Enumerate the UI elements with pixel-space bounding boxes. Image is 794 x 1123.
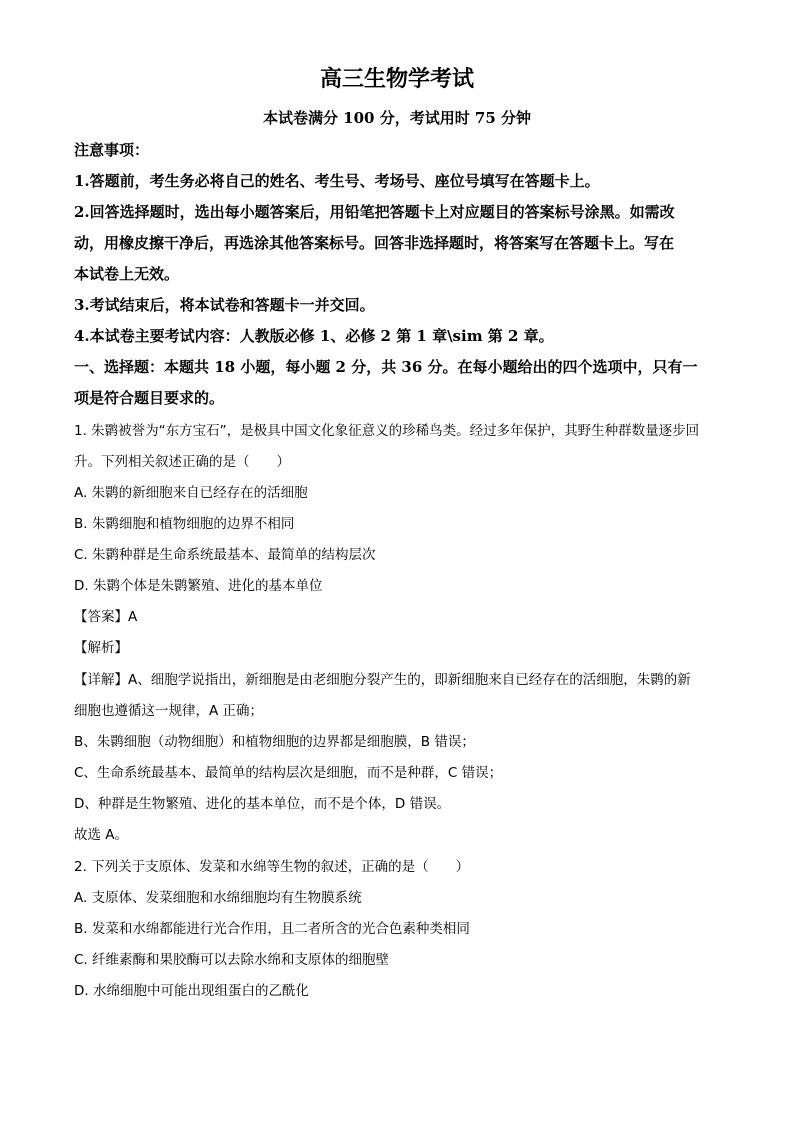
question-2-option-a: A. 支原体、发菜细胞和水绵细胞均有生物膜系统: [74, 890, 362, 906]
question-1-analysis-heading: 【解析】: [74, 640, 128, 656]
notice-item: 1.答题前，考生务必将自己的姓名、考生号、考场号、座位号填写在答题卡上。: [74, 172, 600, 190]
page-title: 高三生物学考试: [319, 66, 474, 92]
question-2-option-b: B. 发菜和水绵都能进行光合作用，且二者所含的光合色素种类相同: [74, 921, 470, 937]
question-1-detail: B、朱鹮细胞（动物细胞）和植物细胞的边界都是细胞膜，B 错误；: [74, 734, 475, 750]
question-1-detail: D、种群是生物繁殖、进化的基本单位，而不是个体，D 错误。: [74, 796, 451, 812]
question-1-option-a: A. 朱鹮的新细胞来自已经存在的活细胞: [74, 485, 308, 501]
question-2-stem: 2. 下列关于支原体、发菜和水绵等生物的叙述，正确的是（ ）: [74, 859, 470, 875]
question-1-detail: 【详解】A、细胞学说指出，新细胞是由老细胞分裂产生的，即新细胞来自已经存在的活细胞，朱鹮的新: [74, 672, 691, 688]
question-1-stem-continued: 升。下列相关叙述正确的是（ ）: [74, 454, 290, 470]
section-heading-continued: 项是符合题目要求的。: [74, 389, 225, 407]
question-1-stem: 1. 朱鹮被誉为“东方宝石”，是极具中国文化象征意义的珍稀鸟类。经过多年保护，其野生种群数量逐步回: [74, 423, 700, 439]
section-heading: 一、选择题：本题共 18 小题，每小题 2 分，共 36 分。在每小题给出的四个选项中，只有一: [74, 358, 698, 376]
question-1-option-d: D. 朱鹮个体是朱鹮繁殖、进化的基本单位: [74, 578, 323, 594]
notice-item: 2.回答选择题时，选出每小题答案后，用铅笔把答题卡上对应题目的答案标号涂黑。如需改: [74, 203, 675, 221]
notice-item: 4.本试卷主要考试内容：人教版必修 1、必修 2 第 1 章\sim 第 2 章。: [74, 327, 554, 345]
notice-item: 3.考试结束后，将本试卷和答题卡一并交回。: [74, 296, 375, 314]
question-2-option-d: D. 水绵细胞中可能出现组蛋白的乙酰化: [74, 983, 309, 999]
question-1-option-b: B. 朱鹮细胞和植物细胞的边界不相同: [74, 516, 295, 532]
notice-item: 动，用橡皮擦干净后，再选涂其他答案标号。回答非选择题时，将答案写在答题卡上。写在: [74, 234, 675, 252]
question-2-option-c: C. 纤维素酶和果胶酶可以去除水绵和支原体的细胞壁: [74, 952, 390, 968]
question-1-detail: C、生命系统最基本、最简单的结构层次是细胞，而不是种群，C 错误；: [74, 765, 503, 781]
question-1-conclusion: 故选 A。: [74, 827, 129, 843]
question-1-answer: 【答案】A: [74, 609, 138, 625]
question-1-option-c: C. 朱鹮种群是生命系统最基本、最简单的结构层次: [74, 547, 376, 563]
notice-item: 本试卷上无效。: [74, 265, 180, 283]
exam-subtitle: 本试卷满分 100 分，考试用时 75 分钟: [262, 109, 532, 127]
question-1-detail: 细胞也遵循这一规律，A 正确；: [74, 703, 264, 719]
notice-heading: 注意事项：: [74, 141, 150, 159]
